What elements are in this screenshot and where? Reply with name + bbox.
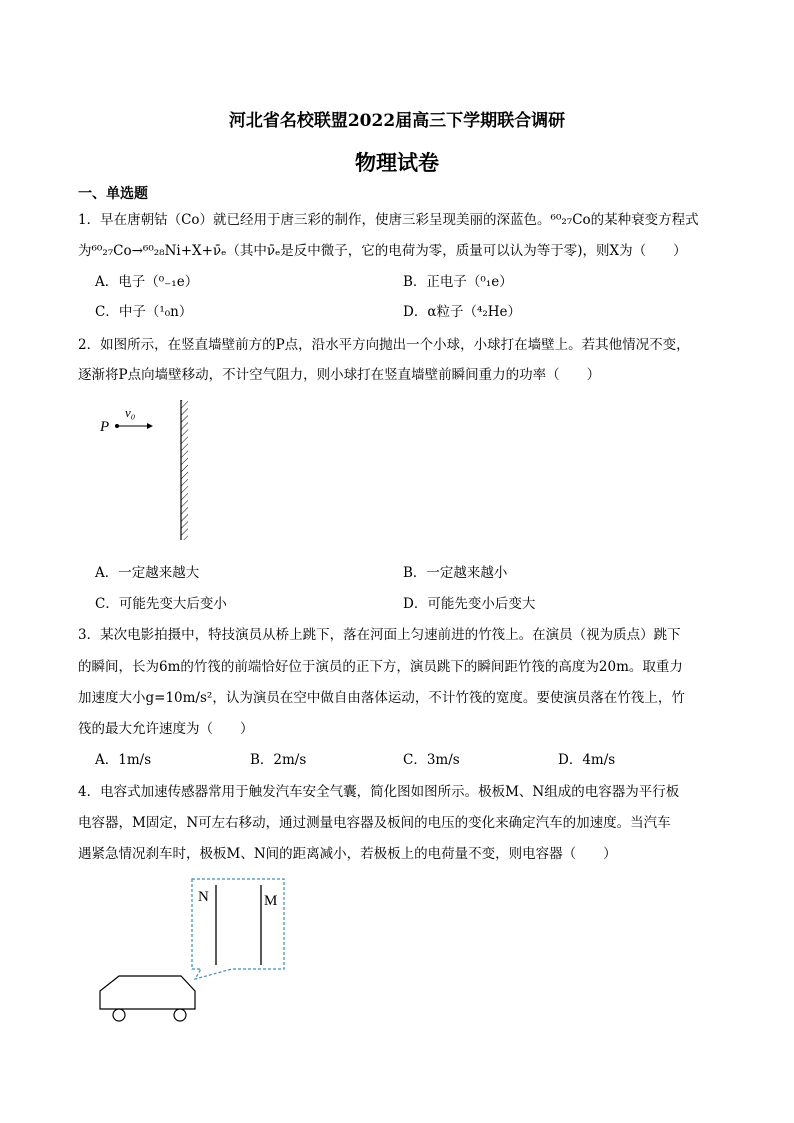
q1-option-c: C．中子（¹₀n） [95, 304, 193, 320]
q3-option-c: C．3m/s [403, 752, 460, 768]
q2-option-d: D．可能先变小后变大 [403, 596, 536, 612]
q3-line3: 加速度大小g=10m/s²，认为演员在空中做自由落体运动，不计竹筏的宽度。要使演员落在竹筏上，竹 [78, 690, 685, 706]
q1-option-b: B．正电子（⁰₁e） [403, 274, 513, 290]
label-m: M [264, 893, 278, 909]
car-wheel-front [174, 1009, 186, 1021]
exam-subject: 物理试卷 [355, 150, 439, 175]
label-n: N [198, 889, 209, 905]
q4-line1: 4．电容式加速传感器常用于触发汽车安全气囊，简化图如图所示。极板M、N组成的电容器为平行板 [78, 784, 680, 800]
q4-line3: 遇紧急情况刹车时，极板M、N间的距离减小，若极板上的电荷量不变，则电容器（ ） [78, 846, 617, 862]
q4-figure [95, 875, 295, 1025]
q3-line4: 筏的最大允许速度为（ ） [78, 721, 254, 737]
q3-line2: 的瞬间，长为6m的竹筏的前端恰好位于演员的正下方，演员跳下的瞬间距竹筏的高度为20m。取重力 [78, 659, 683, 675]
wall-hatching [181, 400, 188, 540]
q1-line2: 为⁶⁰₂₇Co→⁶⁰₂₈Ni+X+ν̄ₑ（其中ν̄ₑ是反中微子，它的电荷为零，质量可以认为等于零)，则X为（ ） [78, 243, 687, 259]
q3-option-a: A．1m/s [95, 752, 152, 768]
label-p: P [100, 419, 110, 435]
car-wheel-rear [113, 1009, 125, 1021]
q1-option-d: D．α粒子（⁴₂He） [403, 304, 522, 320]
q4-line2: 电容器，M固定，N可左右移动，通过测量电容器及板间的电压的变化来确定汽车的加速度。当汽车 [78, 815, 671, 831]
q2-option-b: B．一定越来越小 [403, 565, 508, 581]
q2-line2: 逐渐将P点向墙壁移动，不计空气阻力，则小球打在竖直墙壁前瞬间重力的功率（ ） [78, 367, 601, 383]
section-heading: 一、单选题 [78, 186, 148, 202]
q3-option-b: B．2m/s [250, 752, 307, 768]
q1-line1: 1．早在唐朝钴（Co）就已经用于唐三彩的制作，使唐三彩呈现美丽的深蓝色。⁶⁰₂₇Co的某种衰变方程式 [78, 212, 699, 228]
q2-option-a: A．一定越来越大 [95, 565, 200, 581]
car-body [100, 976, 195, 1009]
q3-line1: 3．某次电影拍摄中，特技演员从桥上跳下，落在河面上匀速前进的竹筏上。在演员（视为质点）跳下 [78, 627, 681, 643]
exam-title: 河北省名校联盟2022届高三下学期联合调研 [228, 111, 566, 131]
label-v0: v₀ [125, 405, 136, 420]
q2-figure [95, 395, 205, 545]
q2-line1: 2．如图所示，在竖直墙壁前方的P点，沿水平方向抛出一个小球，小球打在墙壁上。若其他情况不变， [78, 337, 690, 353]
q2-option-c: C．可能先变大后变小 [95, 596, 227, 612]
q3-option-d: D．4m/s [558, 752, 616, 768]
arrow-head [147, 423, 153, 429]
q1-option-a: A．电子（⁰₋₁e） [95, 274, 199, 290]
